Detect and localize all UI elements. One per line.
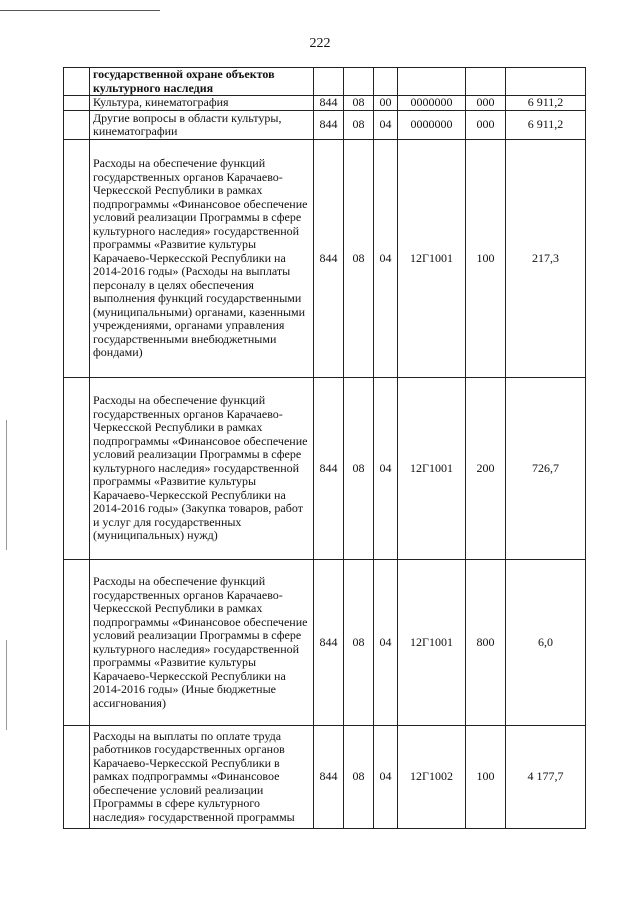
ministry-code: 844: [314, 378, 344, 560]
row-marker-cell: [64, 726, 90, 829]
ministry-code: 844: [314, 111, 344, 140]
type-code: 100: [466, 140, 506, 378]
target-code: 0000000: [398, 96, 466, 111]
subsection-code: 04: [374, 560, 398, 726]
ministry-code: 844: [314, 140, 344, 378]
table-row: [64, 140, 586, 378]
row-marker-cell: [64, 68, 90, 96]
row-name: Расходы на обеспечение функций государственных органов Карачаево-Черкесской Республики в рамках подпрограммы «Финансовое обеспечение условий реализации Программы в сфере культурного наследия» государственной программы «Развитие культуры Карачаево-Черкесской Республики на 2014-2016 годы» (Расходы на выплаты персоналу в целях обеспечения выполнения функций государственными (муниципальными) органами, казенными учреждениями, органами управления государственными внебюджетными фондами): [90, 140, 314, 378]
table-row: [64, 560, 586, 726]
type-code: 000: [466, 111, 506, 140]
type-code: [466, 68, 506, 96]
amount: 6,0: [506, 560, 586, 726]
type-code: 800: [466, 560, 506, 726]
type-code: 000: [466, 96, 506, 111]
ministry-code: 844: [314, 726, 344, 829]
amount: 217,3: [506, 140, 586, 378]
row-marker-cell: [64, 96, 90, 111]
subsection-code: 00: [374, 96, 398, 111]
subsection-code: [374, 68, 398, 96]
target-code: 12Г1001: [398, 378, 466, 560]
margin-mark: [6, 420, 7, 550]
section-code: 08: [344, 111, 374, 140]
row-name: государственной охране объектов культурного наследия: [90, 68, 314, 96]
subsection-code: 04: [374, 726, 398, 829]
amount: 6 911,2: [506, 111, 586, 140]
target-code: [398, 68, 466, 96]
row-marker-cell: [64, 111, 90, 140]
ministry-code: [314, 68, 344, 96]
section-code: [344, 68, 374, 96]
target-code: 12Г1001: [398, 560, 466, 726]
table-row: [64, 68, 586, 96]
row-name: Расходы на выплаты по оплате труда работников государственных органов Карачаево-Черкесской Республики в рамках подпрограммы «Финансовое обеспечение условий реализации Программы в сфере культурного наследия» государственной программы: [90, 726, 314, 829]
target-code: 12Г1001: [398, 140, 466, 378]
subsection-code: 04: [374, 111, 398, 140]
target-code: 0000000: [398, 111, 466, 140]
table-row: [64, 726, 586, 829]
type-code: 100: [466, 726, 506, 829]
amount: [506, 68, 586, 96]
subsection-code: 04: [374, 378, 398, 560]
budget-table: [63, 67, 586, 829]
row-name: Расходы на обеспечение функций государственных органов Карачаево-Черкесской Республики в рамках подпрограммы «Финансовое обеспечение условий реализации Программы в сфере культурного наследия» государственной программы «Развитие культуры Карачаево-Черкесской Республики на 2014-2016 годы» (Иные бюджетные ассигнования): [90, 560, 314, 726]
target-code: 12Г1002: [398, 726, 466, 829]
row-name: Культура, кинематография: [90, 96, 314, 111]
amount: 726,7: [506, 378, 586, 560]
row-name: Расходы на обеспечение функций государственных органов Карачаево-Черкесской Республики в рамках подпрограммы «Финансовое обеспечение условий реализации Программы в сфере культурного наследия» государственной программы «Развитие культуры Карачаево-Черкесской Республики на 2014-2016 годы» (Закупка товаров, работ и услуг для государственных (муниципальных) нужд): [90, 378, 314, 560]
section-code: 08: [344, 140, 374, 378]
section-code: 08: [344, 378, 374, 560]
row-marker-cell: [64, 378, 90, 560]
section-code: 08: [344, 96, 374, 111]
amount: 4 177,7: [506, 726, 586, 829]
table-row: [64, 96, 586, 111]
type-code: 200: [466, 378, 506, 560]
page-number: 222: [309, 36, 331, 51]
section-code: 08: [344, 726, 374, 829]
row-marker-cell: [64, 560, 90, 726]
section-code: 08: [344, 560, 374, 726]
table-row: [64, 378, 586, 560]
row-name: Другие вопросы в области культуры, кинематографии: [90, 111, 314, 140]
ministry-code: 844: [314, 560, 344, 726]
subsection-code: 04: [374, 140, 398, 378]
header-rule: [0, 10, 160, 11]
row-marker-cell: [64, 140, 90, 378]
amount: 6 911,2: [506, 96, 586, 111]
ministry-code: 844: [314, 96, 344, 111]
margin-mark: [6, 640, 7, 730]
table-row: [64, 111, 586, 140]
